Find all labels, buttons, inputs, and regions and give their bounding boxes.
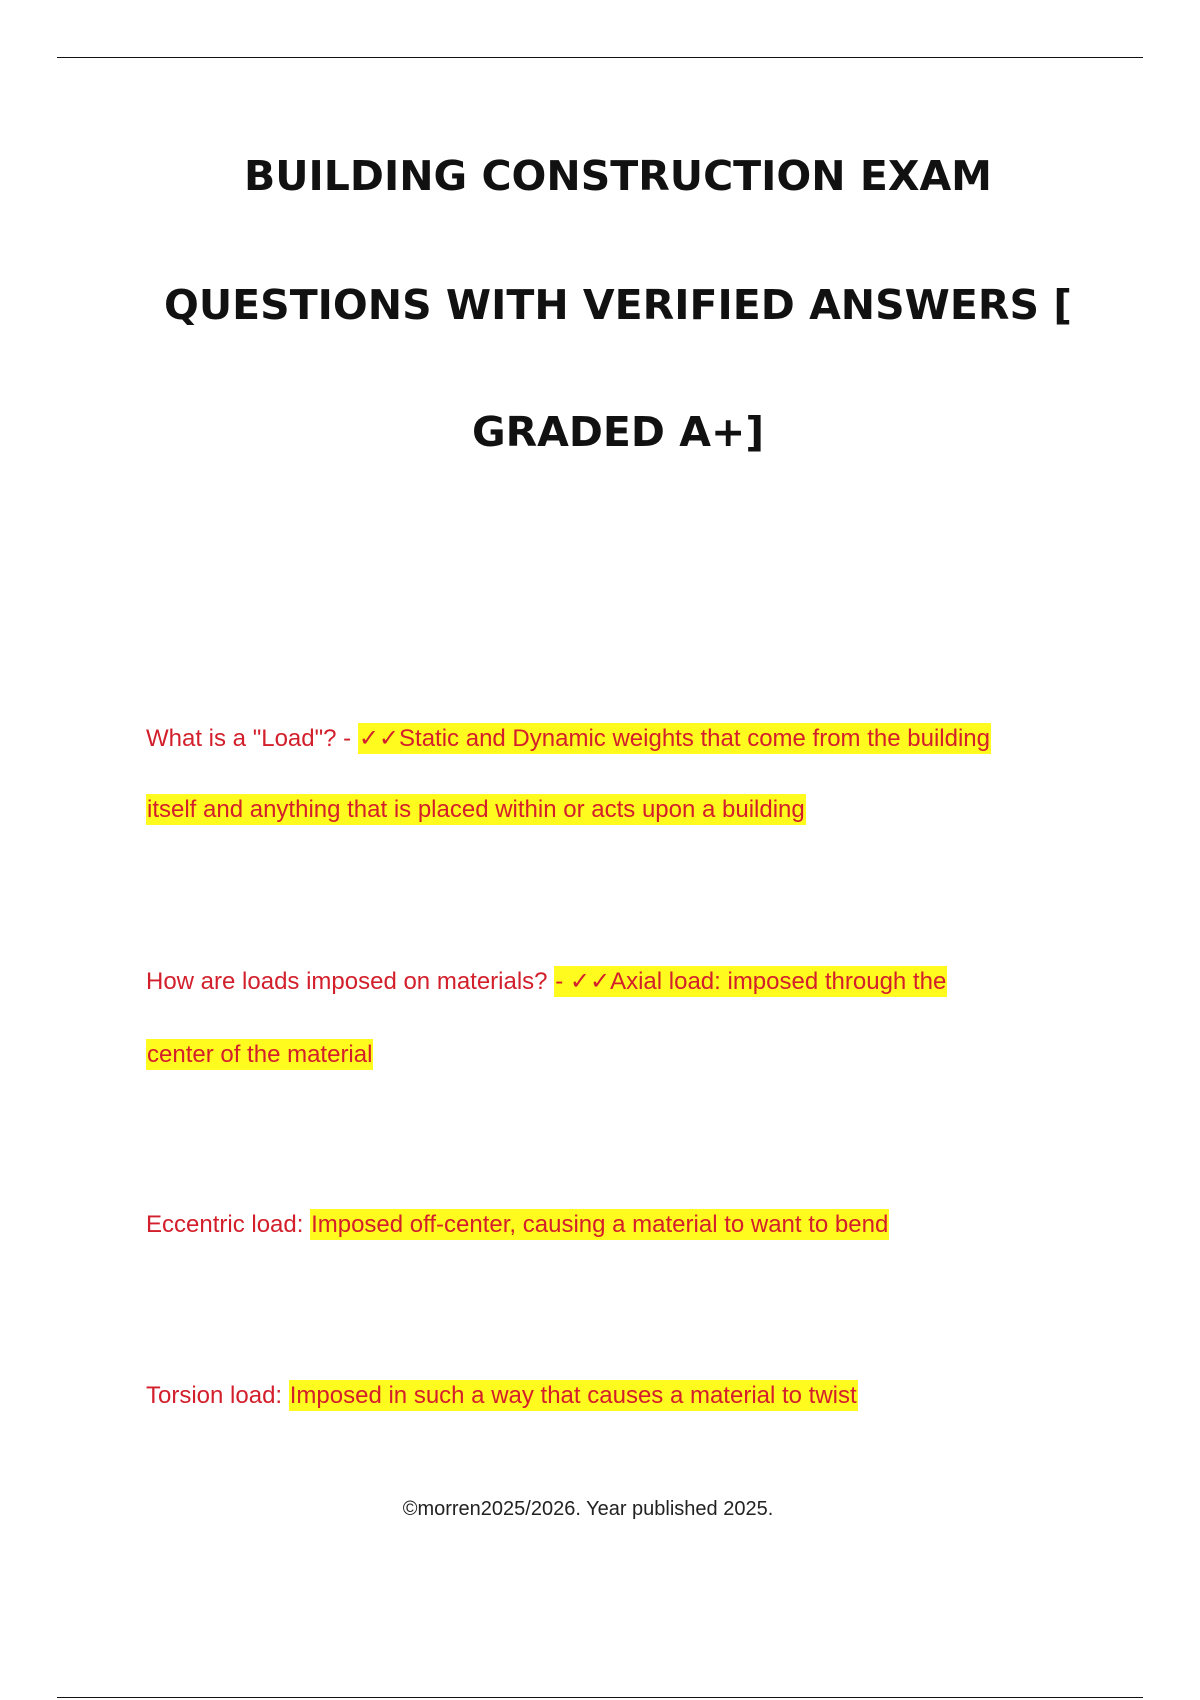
- copyright-footer: ©morren2025/2026. Year published 2025.: [402, 1498, 774, 1520]
- entry-1-answer-highlight: ✓✓Static and Dynamic weights that come from the building: [358, 725, 990, 752]
- document-title-line-1: BUILDING CONSTRUCTION EXAM: [244, 152, 992, 200]
- entry-4-line-1: [146, 1379, 858, 1413]
- entry-4-question: Torsion load:: [146, 1382, 289, 1409]
- entry-3-question: Eccentric load:: [146, 1211, 311, 1238]
- document-title-line-3: GRADED A+]: [471, 408, 765, 456]
- entry-2-question: How are loads imposed on materials?: [146, 968, 555, 995]
- top-divider: [57, 57, 1143, 58]
- entry-4-answer-highlight: Imposed in such a way that causes a material to twist: [289, 1382, 857, 1409]
- entry-2-answer-highlight: - ✓✓Axial load: imposed through the: [555, 968, 947, 995]
- entry-2-answer-continued: center of the material: [147, 1041, 373, 1068]
- bottom-divider: [57, 1697, 1143, 1698]
- entry-1-question: What is a "Load"? -: [146, 725, 358, 752]
- entry-1-line-2: [146, 793, 806, 827]
- entry-1-line-1: [146, 722, 991, 756]
- entry-3-line-1: [146, 1208, 889, 1242]
- entry-3-answer-highlight: Imposed off-center, causing a material to want to bend: [311, 1211, 889, 1238]
- entry-1-answer-continued: itself and anything that is placed within or acts upon a building: [147, 796, 805, 823]
- entry-2-line-1: [146, 965, 947, 999]
- entry-2-line-2: [146, 1038, 373, 1072]
- document-title-line-2: QUESTIONS WITH VERIFIED ANSWERS [: [164, 281, 1072, 329]
